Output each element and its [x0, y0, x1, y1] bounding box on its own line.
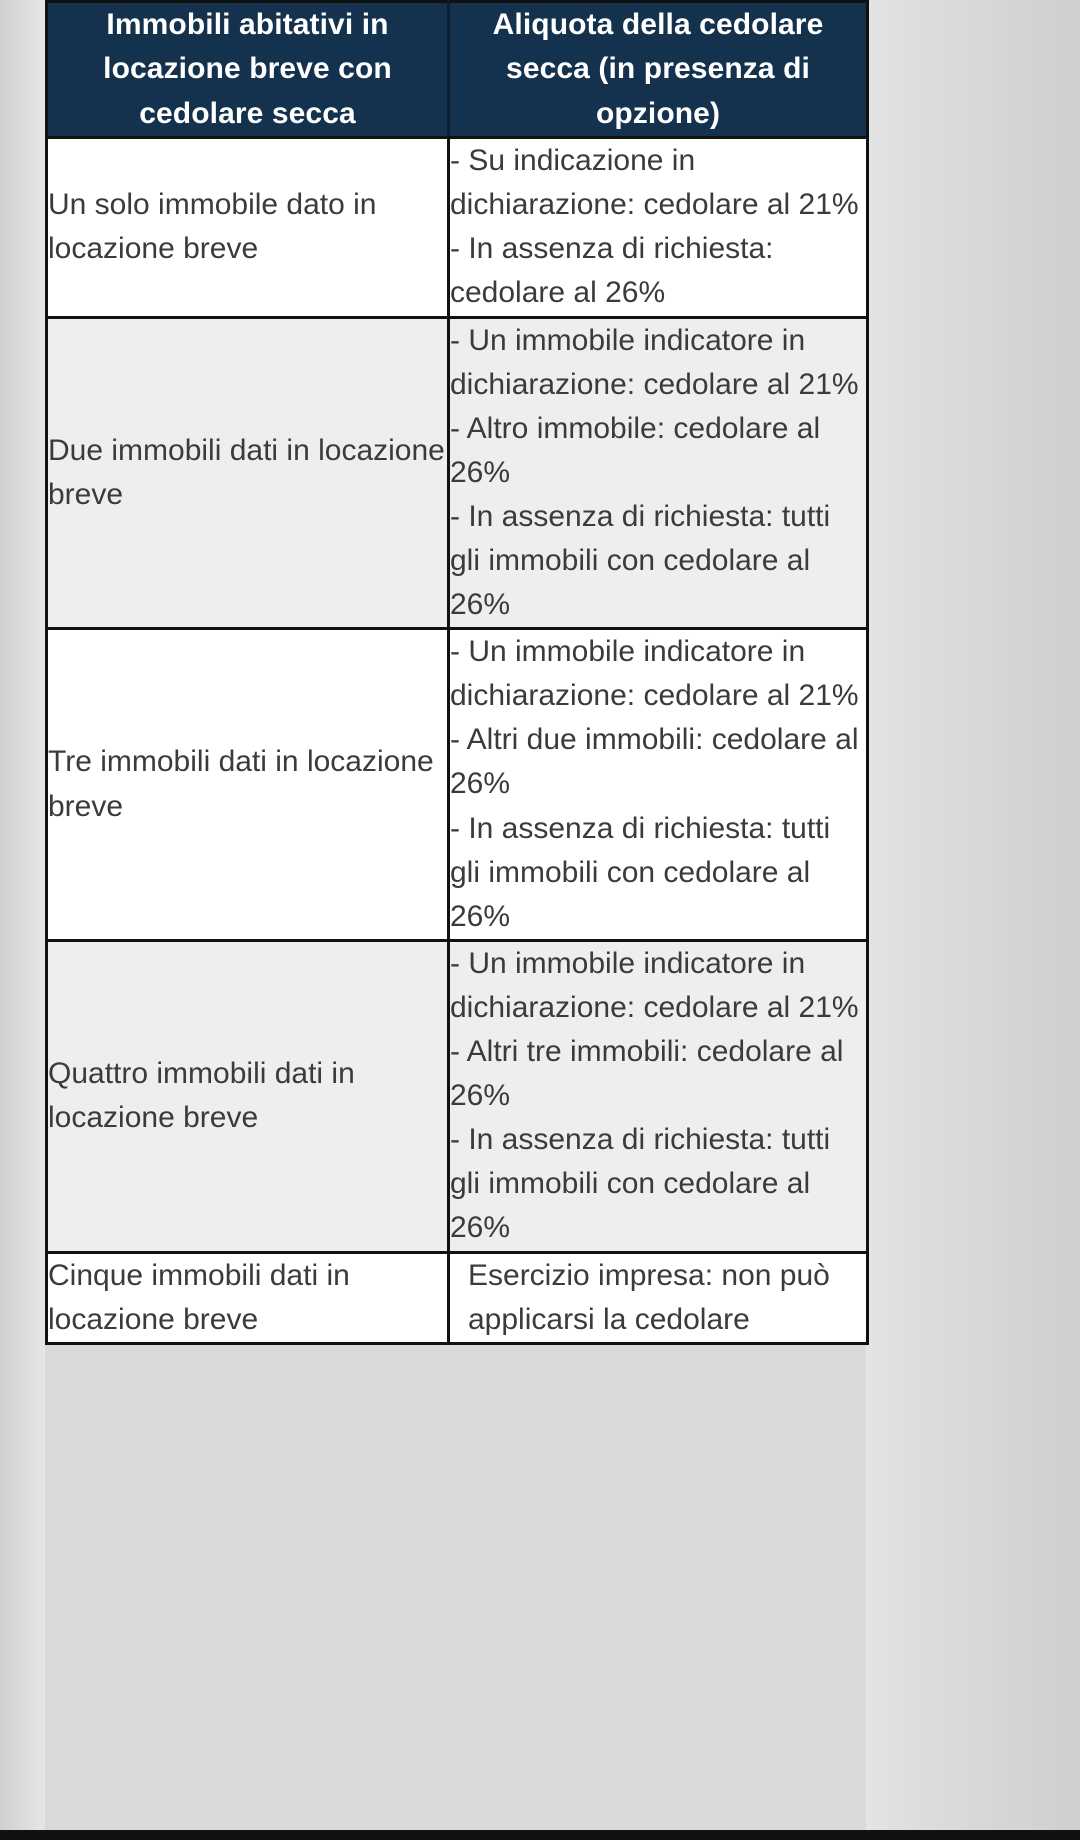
table-container [45, 0, 866, 1345]
value-line: - Altri due immobili: cedolare al 26% [450, 723, 859, 801]
table-row [47, 138, 868, 317]
value-line: - In assenza di richiesta: tutti gli immobili con cedolare al 26% [450, 811, 831, 933]
table-body [47, 138, 868, 1344]
row-label-tre-immobili: Tre immobili dati in locazione breve [47, 629, 449, 941]
value-line: Esercizio impresa: non può applicarsi la cedolare [468, 1258, 830, 1336]
page-gutter-left [0, 0, 45, 1840]
value-line: - Altro immobile: cedolare al 26% [450, 411, 821, 489]
table-header [47, 2, 868, 138]
table-row [47, 1252, 868, 1343]
value-line: - Un immobile indicatore in dichiarazione: cedolare al 21% [450, 323, 859, 401]
table-row [47, 629, 868, 941]
table-header-row [47, 2, 868, 138]
row-value-tre-immobili [449, 629, 868, 941]
value-line: - Su indicazione in dichiarazione: cedolare al 21% [450, 144, 859, 222]
row-label-cinque-immobili: Cinque immobili dati in locazione breve [47, 1252, 449, 1343]
value-line: - Altri tre immobili: cedolare al 26% [450, 1035, 844, 1113]
row-value-quattro-immobili [449, 940, 868, 1252]
column-header-immobili: Immobili abitativi in locazione breve con cedolare secca [47, 2, 449, 138]
value-line: - In assenza di richiesta: cedolare al 26% [450, 232, 774, 310]
value-line: - Un immobile indicatore in dichiarazione: cedolare al 21% [450, 635, 859, 713]
row-value-due-immobili [449, 317, 868, 629]
value-line: - In assenza di richiesta: tutti gli immobili con cedolare al 26% [450, 1123, 831, 1245]
row-value-un-solo-immobile [449, 138, 868, 317]
row-value-cinque-immobili [449, 1252, 868, 1343]
cedolare-secca-rates-table [45, 0, 869, 1345]
value-line: - Un immobile indicatore in dichiarazione: cedolare al 21% [450, 946, 859, 1024]
row-label-quattro-immobili: Quattro immobili dati in locazione breve [47, 940, 449, 1252]
page-gutter-right [866, 0, 1080, 1840]
table-row [47, 317, 868, 629]
column-header-aliquota: Aliquota della cedolare secca (in presenza di opzione) [449, 2, 868, 138]
row-label-due-immobili: Due immobili dati in locazione breve [47, 317, 449, 629]
table-row [47, 940, 868, 1252]
bottom-trim-bar [0, 1830, 1080, 1840]
value-line: - In assenza di richiesta: tutti gli immobili con cedolare al 26% [450, 499, 831, 622]
row-label-un-solo-immobile: Un solo immobile dato in locazione breve [47, 138, 449, 317]
